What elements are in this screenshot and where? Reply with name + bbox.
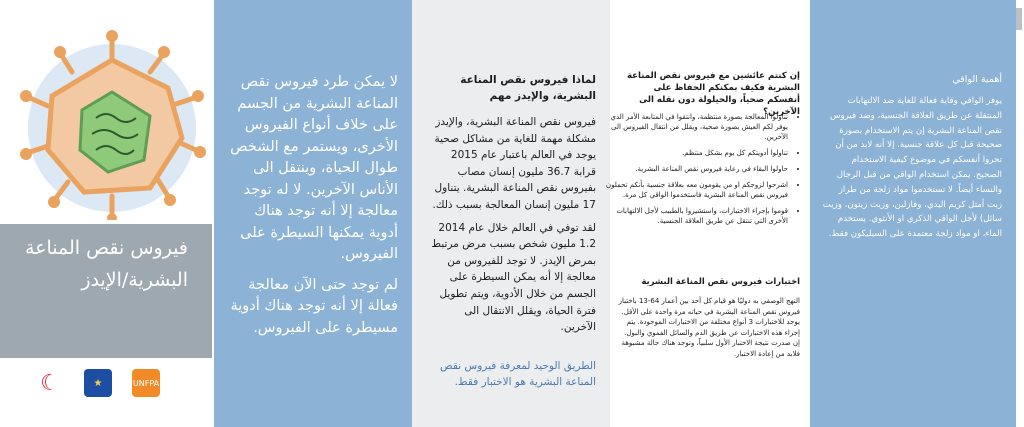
unfpa-logo: UNFPA	[132, 369, 160, 397]
list-item: • قوموا بإجراء الاختبارات، واستشيروا بالطبيب لأجل الالتهابات الأخرى التي تنتقل عن طريق العلاقة الجنسية.	[606, 206, 788, 226]
importance-of-hiv-panel	[412, 0, 610, 427]
treatment-paragraph-1: لا يمكن طرد فيروس نقص المناعة البشرية من الجسم على خلاف أنواع الفيروس الأخرى، ويستمر مع الشخص طوال الحياة، وينتقل الى الأناس الآخرين. لا له توجد معالجة إلا أنه توجد هناك أدوية يمكنها السيطرة على الفيروس.	[230, 74, 398, 262]
list-item: • تناولوا أدويتكم كل يوم بشكل منتظم.	[606, 148, 788, 158]
condom-heading: أهمية الواقي	[952, 74, 1002, 85]
virus-illustration	[0, 0, 212, 220]
logo-strip	[36, 366, 186, 400]
living-with-hiv-panel	[606, 0, 808, 427]
importance-body	[426, 114, 596, 342]
red-crescent-logo: ☾	[40, 370, 60, 396]
treatment-panel	[214, 0, 412, 427]
treatment-text	[226, 72, 398, 348]
treatment-paragraph-2: لم توجد حتى الآن معالجة فعالة إلا أنه توجد هناك أدوية مسيطرة على الفيروس.	[230, 276, 398, 336]
cover-title-line-2: البشرية/الإيدز	[81, 269, 188, 291]
testing-tagline: الطريق الوحيد لمعرفة فيروس نقص المناعة البشرية هو الاختبار فقط.	[439, 360, 596, 388]
hiv-testing-body: النهج الوصفي به دوليًا هو قيام كل أحد بين أعمار 64-13 باختبار فيروس نقص المناعة البشرية في حياته مرة واحدة على الأقل. يوجد للاختبارات 3 أنواع مختلفة من الاختبارات الموجودة. يتم إجراء هذه الاختبارات عن طريق الدم والسائل الفموي والبول. إن صدرت نتيجة الاختبار الأول سلبياً، وتوجد هناك حالة مشبوهة فلابد من إعادة الاختبار.	[618, 297, 800, 358]
eu-flag-logo: ★	[84, 369, 112, 397]
importance-paragraph-2: لقد توفي في العالم خلال عام 2014 1.2 مليون شخص بسبب مرض مرتبط بمرض الإيدز. لا توجد للفيروس من معالجة إلا أنه يمكن السيطرة على الجسم من خلال الأدوية، ويتم تطويل فترة الحياة، ويقلل الانتقال الى الآخرين.	[431, 221, 596, 334]
cover-panel	[0, 0, 212, 427]
living-with-hiv-heading: إن كنتم عائشين مع فيروس نقص المناعة البشرية فكيف بمكنكم الحفاظ على أنفسكم صحياً، والحيلولة دون نقله الى الآخرين؟	[626, 71, 800, 117]
condom-body: يوفر الواقي وقاية فعالة للغاية ضد الالتهابات المنتقلة عن طريق العلاقة الجنسية، وضد فيروس نقص المناعة البشرية إن يتم الاستخدام بصورة صحيحة قبل كل علاقة جنسية. إلا أنه لابد من أن تحروا أنفسكم في موضوع كيفية الاستخدام الصحيح. يمكن استخدام الواقي من قبل الرجال والنساء أيضاً. لا تستخدموا مواد زلجة من طراز زيت أمثل كريم اليدي، وفازلين، وزيت زيتون، وزيت سائل) لأجل الواقي الذكري او الأنثوي. يستخدم الماء، او مواد زلجة معتمدة على السيليكون فقط.	[822, 96, 1002, 240]
importance-heading: لماذا فيروس نقص المناعة البشرية، والإيدز مهم	[460, 74, 596, 102]
hiv-testing-heading: اختبارات فيروس نقص المناعة البشرية	[641, 276, 800, 286]
advice-list	[606, 112, 800, 232]
cover-title	[18, 232, 188, 296]
condom-importance-panel	[810, 0, 1016, 427]
list-item: • حاولوا البقاء في رعاية فيروس نقص المناعة البشرية.	[606, 164, 788, 174]
list-item: • تناولوا المعالجة بصورة منتظمة، وانتقوا في المتابعة الأمر الذي يوفر لكم العيش بصورة صحية، ويقلل من انتقال الفيروس الى الآخرين.	[606, 112, 788, 142]
importance-paragraph-1: فيروس نقص المناعة البشرية، والإيدز مشكلة مهمة للغاية من مشاكل صحية يوجد في العالم باعتبار عام 2015 قرابة 36.7 مليون إنسان مصاب بفيروس نقص المناعة البشرية. يتناول 17 مليون إنسان المعالجة بسبب ذلك.	[432, 116, 596, 211]
list-item: • اشرحوا لزوجكم او من يقومون معه بعلاقة جنسية بأنكم تحملون فيروس نقص المناعة البشرية فاستخدموا الواقي كل مرة.	[606, 180, 788, 200]
cover-title-line-1: فيروس نقص المناعة	[24, 237, 188, 259]
